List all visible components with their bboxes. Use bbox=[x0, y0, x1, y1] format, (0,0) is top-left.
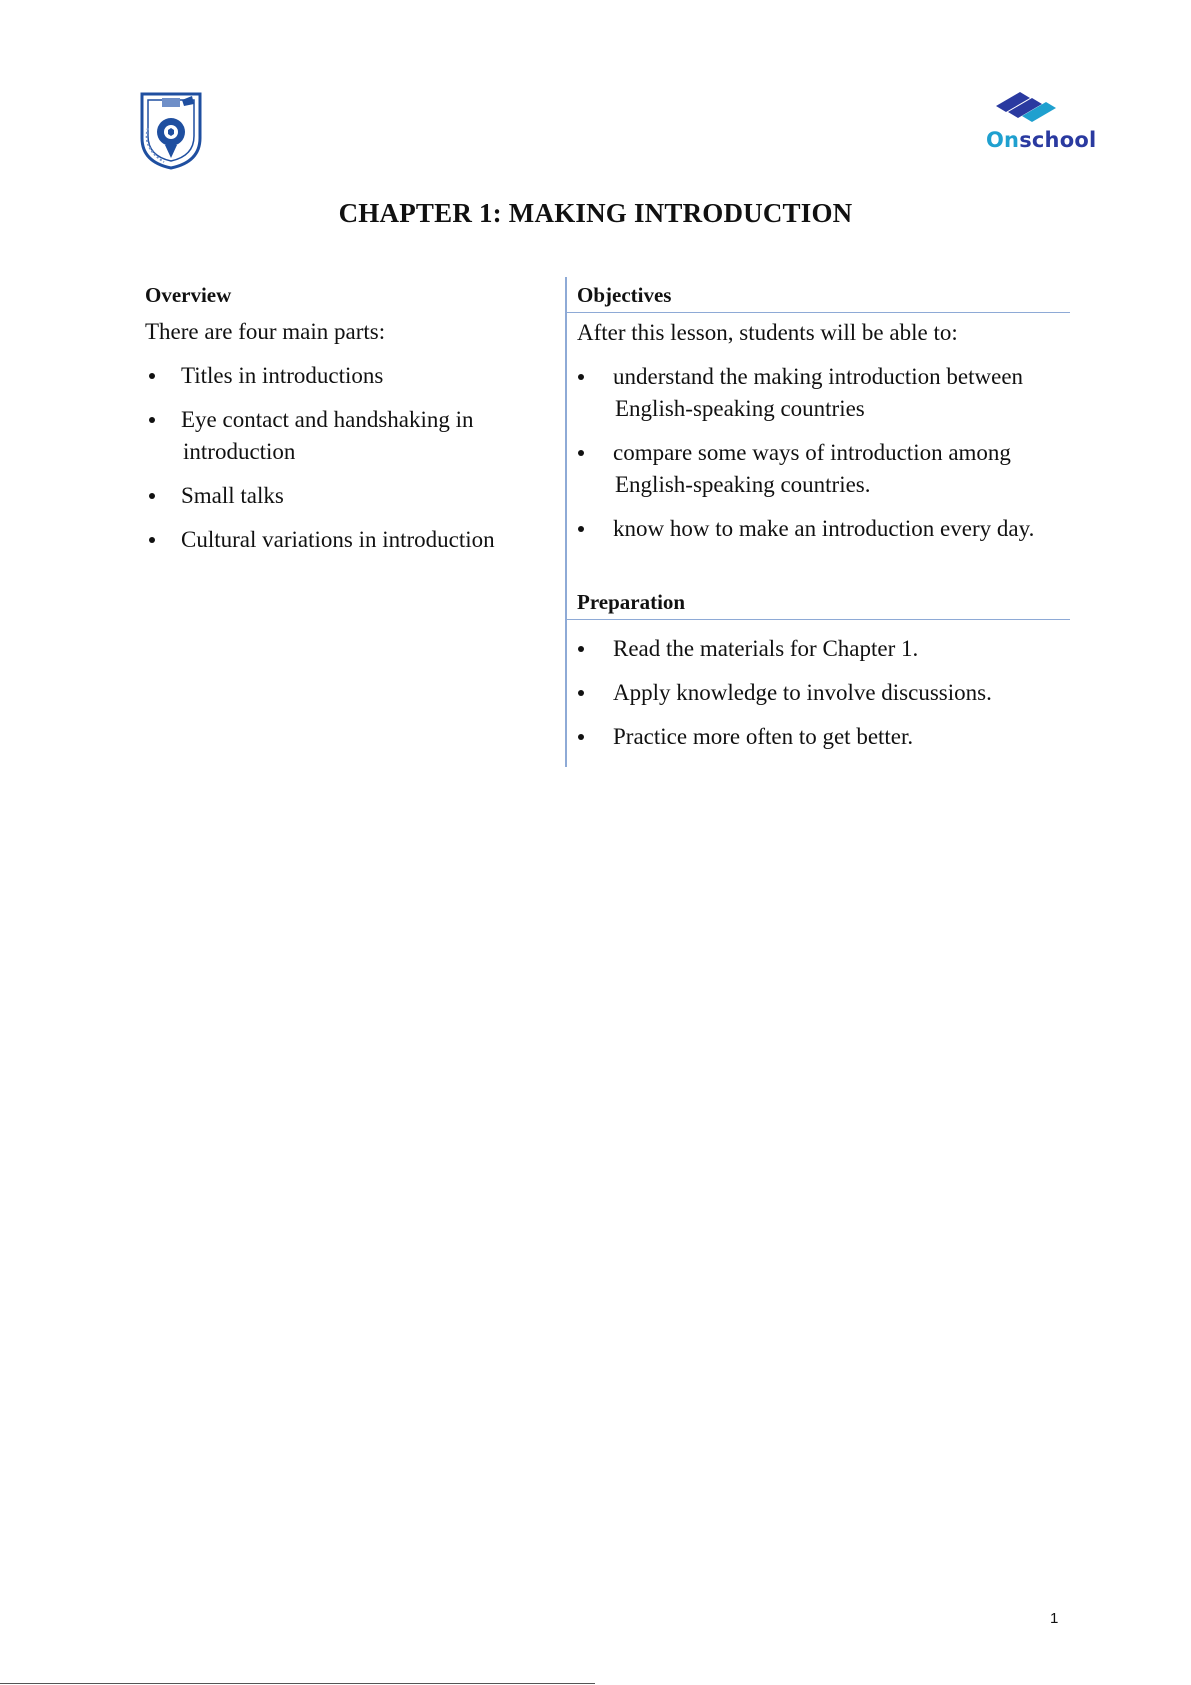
preparation-heading: Preparation bbox=[566, 585, 1070, 620]
preparation-list bbox=[566, 633, 1070, 753]
bullet-icon bbox=[578, 734, 584, 740]
bullet-icon bbox=[149, 537, 155, 543]
list-item: Read the materials for Chapter 1. bbox=[566, 633, 1070, 665]
bullet-icon bbox=[578, 374, 584, 380]
page-title: CHAPTER 1: MAKING INTRODUCTION bbox=[338, 198, 853, 228]
list-item: Cultural variations in introduction bbox=[145, 524, 553, 556]
overview-heading: Overview bbox=[145, 283, 232, 307]
onschool-wordmark: Onschool bbox=[986, 128, 1097, 152]
bullet-icon bbox=[578, 690, 584, 696]
list-item: know how to make an introduction every day. bbox=[566, 513, 1070, 545]
list-item: understand the making introduction between English-speaking countries bbox=[566, 361, 1070, 425]
overview-list bbox=[145, 360, 553, 556]
bullet-icon bbox=[149, 417, 155, 423]
list-item: Titles in introductions bbox=[145, 360, 553, 392]
list-item: Small talks bbox=[145, 480, 553, 512]
onschool-logo-icon bbox=[982, 86, 1082, 126]
university-seal-icon bbox=[134, 88, 208, 170]
bullet-icon bbox=[578, 646, 584, 652]
footer-rule bbox=[0, 1683, 595, 1684]
list-item: Eye contact and handshaking in introduction bbox=[145, 404, 553, 468]
page-number: 1 bbox=[1050, 1610, 1059, 1627]
objectives-section bbox=[566, 278, 1070, 765]
list-item: Practice more often to get better. bbox=[566, 721, 1070, 753]
bullet-icon bbox=[149, 373, 155, 379]
objectives-intro: After this lesson, students will be able to: bbox=[577, 320, 958, 345]
objectives-heading: Objectives bbox=[566, 278, 1070, 313]
list-item: Apply knowledge to involve discussions. bbox=[566, 677, 1070, 709]
objectives-list bbox=[566, 361, 1070, 545]
overview-section bbox=[145, 278, 553, 568]
list-item: compare some ways of introduction among English-speaking countries. bbox=[566, 437, 1070, 501]
onschool-logo bbox=[982, 86, 1097, 156]
overview-intro: There are four main parts: bbox=[145, 319, 386, 344]
bullet-icon bbox=[149, 493, 155, 499]
bullet-icon bbox=[578, 526, 584, 532]
bullet-icon bbox=[578, 450, 584, 456]
